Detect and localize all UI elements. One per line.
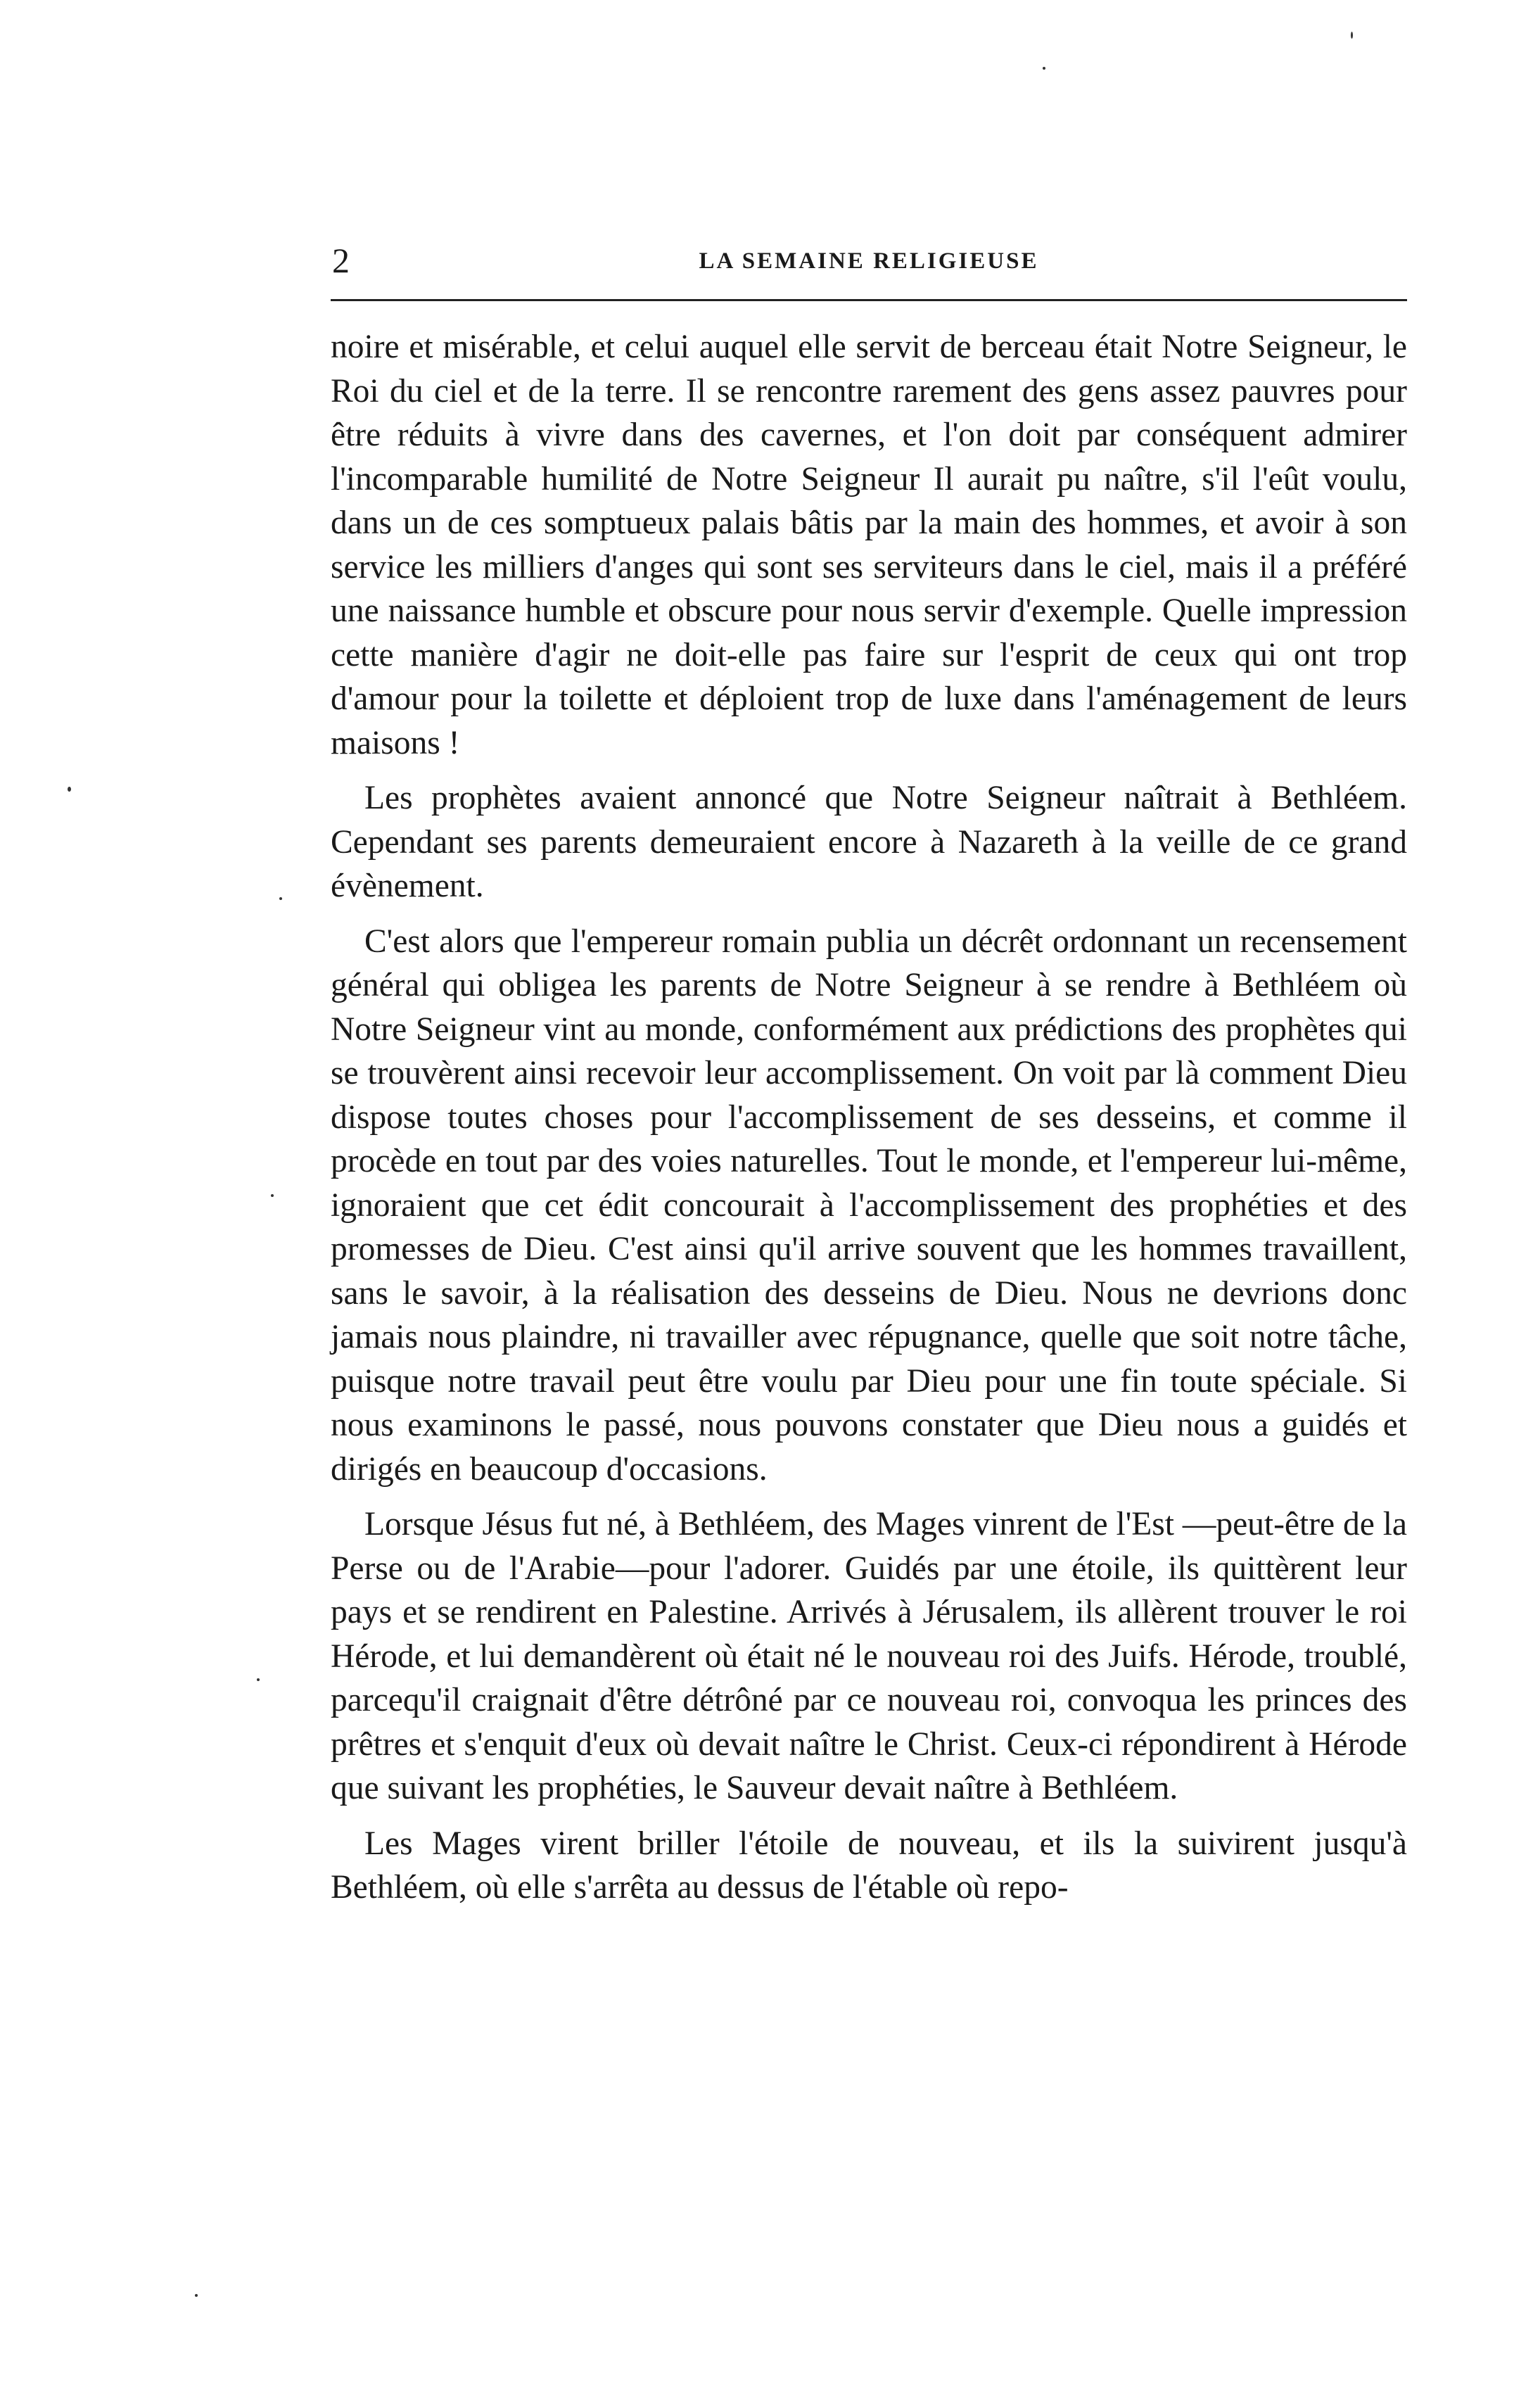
paragraph-1: noire et misérable, et celui auquel elle servit de berceau était Notre Seigneur, le Roi du ciel et de la terre. Il se rencontre rarement des gens assez pauvres pour être réduits à vivre dans des cavernes, et l'on doit par conséquent admirer l'incomparable humilité de Notre Seigneur Il aurait pu naître, s'il l'eût voulu, dans un de ces somptueux palais bâtis par la main des hommes, et avoir à son service les milliers d'anges qui sont ses serviteurs dans le ciel, mais il a préféré une naissance humble et obscure pour nous servir d'exemple. Quelle impression cette manière d'agir ne doit-elle pas faire sur l'esprit de ceux qui ont trop d'amour pour la toilette et déploient trop de luxe dans l'aménagement de leurs maisons ! [331, 329, 1407, 761]
scan-speck [1351, 32, 1353, 39]
body-text [331, 325, 1407, 1921]
scan-speck [195, 2294, 198, 2297]
paragraph-5: Les Mages virent briller l'étoile de nouveau, et ils la suivirent jusqu'à Bethléem, où elle s'arrêta au dessus de l'étable où repo- [331, 1825, 1407, 1906]
scan-speck [257, 1678, 260, 1681]
scan-speck [68, 787, 71, 792]
scan-speck [271, 1194, 274, 1197]
running-head [331, 236, 1407, 285]
scan-speck [279, 897, 282, 900]
running-title: LA SEMAINE RELIGIEUSE [699, 248, 1039, 274]
document-page [331, 0, 1407, 2408]
paragraph-3: C'est alors que l'empereur romain publia un décrêt ordonnant un recensement général qui obligea les parents de Notre Seigneur à se rendre à Bethléem où Notre Seigneur vint au monde, conformément aux prédictions des prophètes qui se trouvèrent ainsi recevoir leur accomplissement. On voit par là comment Dieu dispose toutes choses pour l'accomplissement de ses desseins, et comme il procède en tout par des voies naturelles. Tout le monde, et l'empereur lui-même, ignoraient que cet édit concourait à l'accomplissement des prophéties et des promesses de Dieu. C'est ainsi qu'il arrive souvent que les hommes travaillent, sans le savoir, à la réalisation des desseins de Dieu. Nous ne devrions donc jamais nous plaindre, ni travailler avec répugnance, quelle que soit notre tâche, puisque notre travail peut être voulu par Dieu pour une fin toute spéciale. Si nous examinons le passé, nous pouvons constater que Dieu nous a guidés et dirigés en beaucoup d'occasions. [331, 923, 1407, 1488]
header-rule [331, 299, 1407, 301]
paragraph-4: Lorsque Jésus fut né, à Bethléem, des Mages vinrent de l'Est —peut-être de la Perse ou de l'Arabie—pour l'adorer. Guidés par une étoile, ils quittèrent leur pays et se rendirent en Palestine. Arrivés à Jérusalem, ils allèrent trouver le roi Hérode, et lui demandèrent où était né le nouveau roi des Juifs. Hérode, troublé, parcequ'il craignait d'être détrôné par ce nouveau roi, convoqua les princes des prêtres et s'enquit d'eux où devait naître le Christ. Ceux-ci répondirent à Hérode que suivant les prophéties, le Sauveur devait naître à Bethléem. [331, 1506, 1407, 1806]
paragraph-2: Les prophètes avaient annoncé que Notre Seigneur naîtrait à Bethléem. Cependant ses parents demeuraient encore à Nazareth à la veille de ce grand évènement. [331, 780, 1407, 904]
scan-speck [1043, 67, 1045, 70]
page-number: 2 [332, 241, 350, 280]
